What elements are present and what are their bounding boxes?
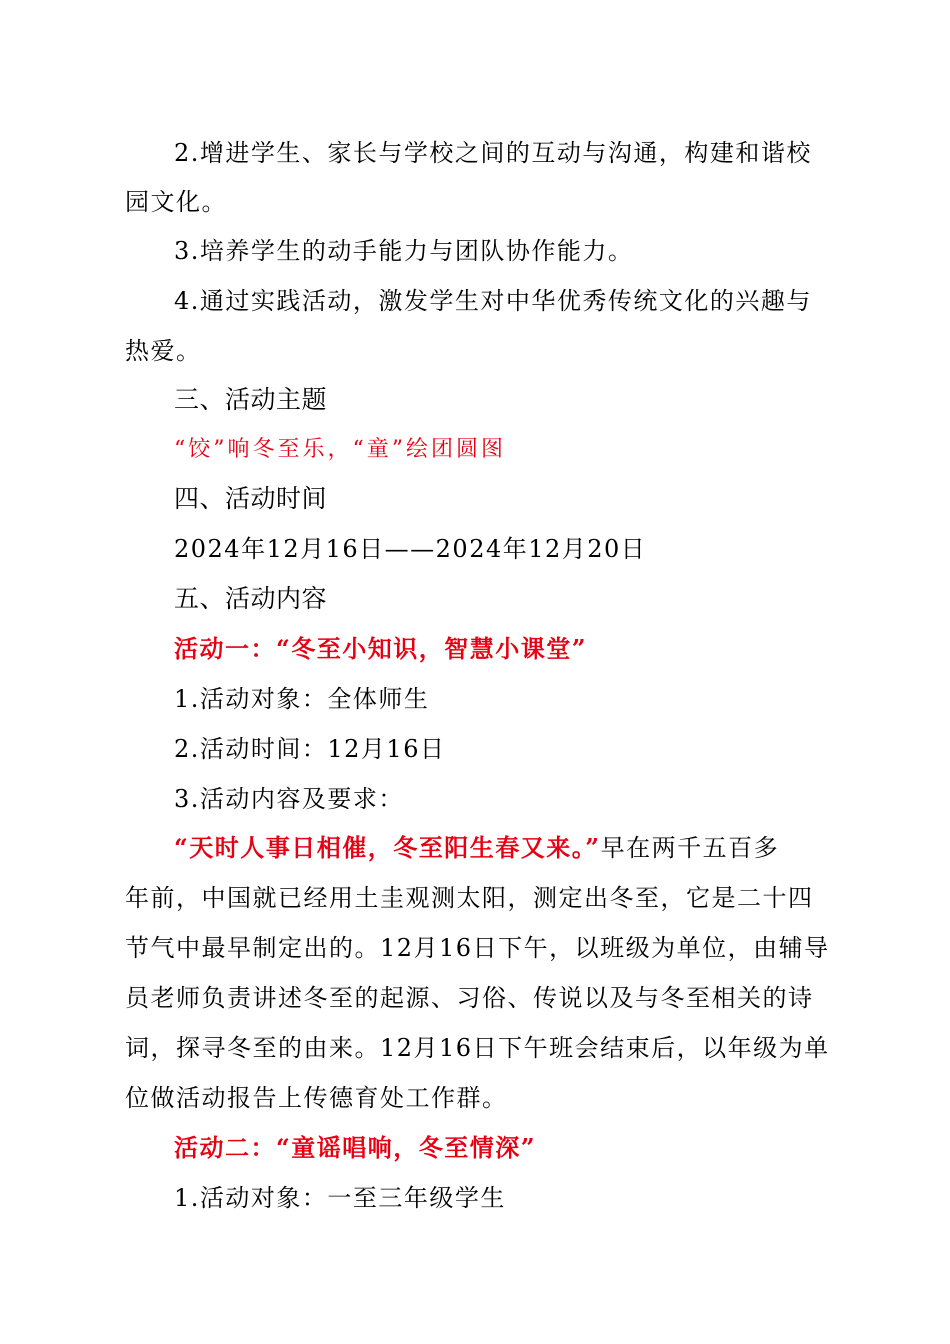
goal-4-line-2: 热爱。 [125, 337, 202, 365]
time-heading: 四、活动时间 [174, 484, 328, 513]
content-heading: 五、活动内容 [174, 584, 328, 613]
activity-1-item-2: 2.活动时间：12月16日 [174, 735, 446, 763]
theme-text: “饺”响冬至乐，“童”绘团圆图 [174, 437, 506, 462]
activity-1-item-1: 1.活动对象：全体师生 [174, 685, 430, 713]
time-text: 2024年12月16日——2024年12月20日 [174, 535, 647, 563]
activity-1-paragraph-line-1 [174, 833, 830, 863]
theme-heading: 三、活动主题 [174, 385, 328, 414]
activity-2-title: 活动二：“童谣唱响，冬至情深” [174, 1133, 537, 1162]
goal-4-line-1: 4.通过实践活动，激发学生对中华优秀传统文化的兴趣与 [174, 287, 812, 315]
activity-1-paragraph-line-6: 位做活动报告上传德育处工作群。 [125, 1084, 508, 1112]
activity-1-paragraph-line-2: 年前，中国就已经用土圭观测太阳，测定出冬至，它是二十四 [125, 884, 814, 912]
activity-1-paragraph-start: 早在两千五百多 [600, 834, 780, 862]
goal-3: 3.培养学生的动手能力与团队协作能力。 [174, 237, 634, 265]
activity-2-item-1: 1.活动对象：一至三年级学生 [174, 1184, 506, 1212]
activity-1-paragraph-line-4: 员老师负责讲述冬至的起源、习俗、传说以及与冬至相关的诗 [125, 984, 814, 1012]
activity-1-paragraph-line-5: 词，探寻冬至的由来。12月16日下午班会结束后，以年级为单 [125, 1034, 830, 1062]
goal-2-line-1: 2.增进学生、家长与学校之间的互动与沟通，构建和谐校 [174, 139, 812, 167]
goal-2-line-2: 园文化。 [125, 188, 227, 216]
activity-1-item-3: 3.活动内容及要求： [174, 785, 404, 813]
activity-1-title: 活动一：“冬至小知识，智慧小课堂” [174, 634, 588, 663]
activity-1-paragraph-line-3: 节气中最早制定出的。12月16日下午，以班级为单位，由辅导 [125, 934, 830, 962]
activity-1-quote: “天时人事日相催，冬至阳生春又来。” [174, 833, 601, 862]
